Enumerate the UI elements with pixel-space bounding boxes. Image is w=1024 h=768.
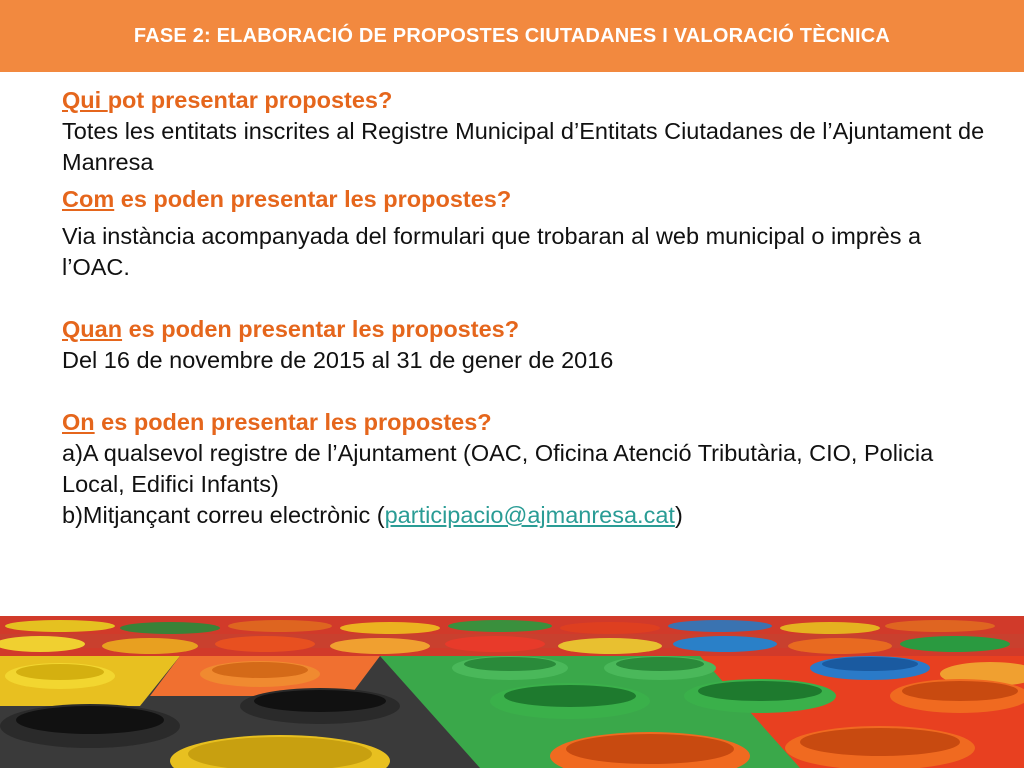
keyword-who: Qui: [62, 87, 108, 113]
lego-blocks-image: [0, 616, 1024, 768]
answer-where-a: a)A qualsevol registre de l’Ajuntament (OAC, Oficina Atenció Tributària, CIO, Policia Local, Edifici Infants): [62, 440, 934, 497]
page-title: FASE 2: ELABORACIÓ DE PROPOSTES CIUTADANES I VALORACIÓ TÈCNICA: [133, 24, 891, 47]
content-body: [62, 85, 992, 531]
header-bar: [0, 0, 1024, 72]
question-when: Quan es poden presentar les propostes?: [62, 316, 520, 342]
question-who: Qui pot presentar propostes?: [62, 87, 393, 113]
answer-who: Totes les entitats inscrites al Registre Municipal d’Entitats Ciutadanes de l’Ajuntament de Manresa: [62, 118, 985, 175]
keyword-how: Com: [62, 186, 115, 212]
answer-how: Via instància acompanyada del formulari que trobaran al web municipal o imprès a l’OAC.: [62, 223, 922, 280]
keyword-where: On: [62, 409, 95, 435]
question-how: Com es poden presentar les propostes?: [62, 186, 512, 212]
email-link[interactable]: participacio@ajmanresa.cat: [384, 502, 675, 528]
answer-where-b: b)Mitjançant correu electrònic (participacio@ajmanresa.cat): [62, 502, 683, 528]
answer-when: Del 16 de novembre de 2015 al 31 de gener de 2016: [62, 347, 614, 373]
keyword-when: Quan: [62, 316, 123, 342]
question-where: On es poden presentar les propostes?: [62, 409, 492, 435]
